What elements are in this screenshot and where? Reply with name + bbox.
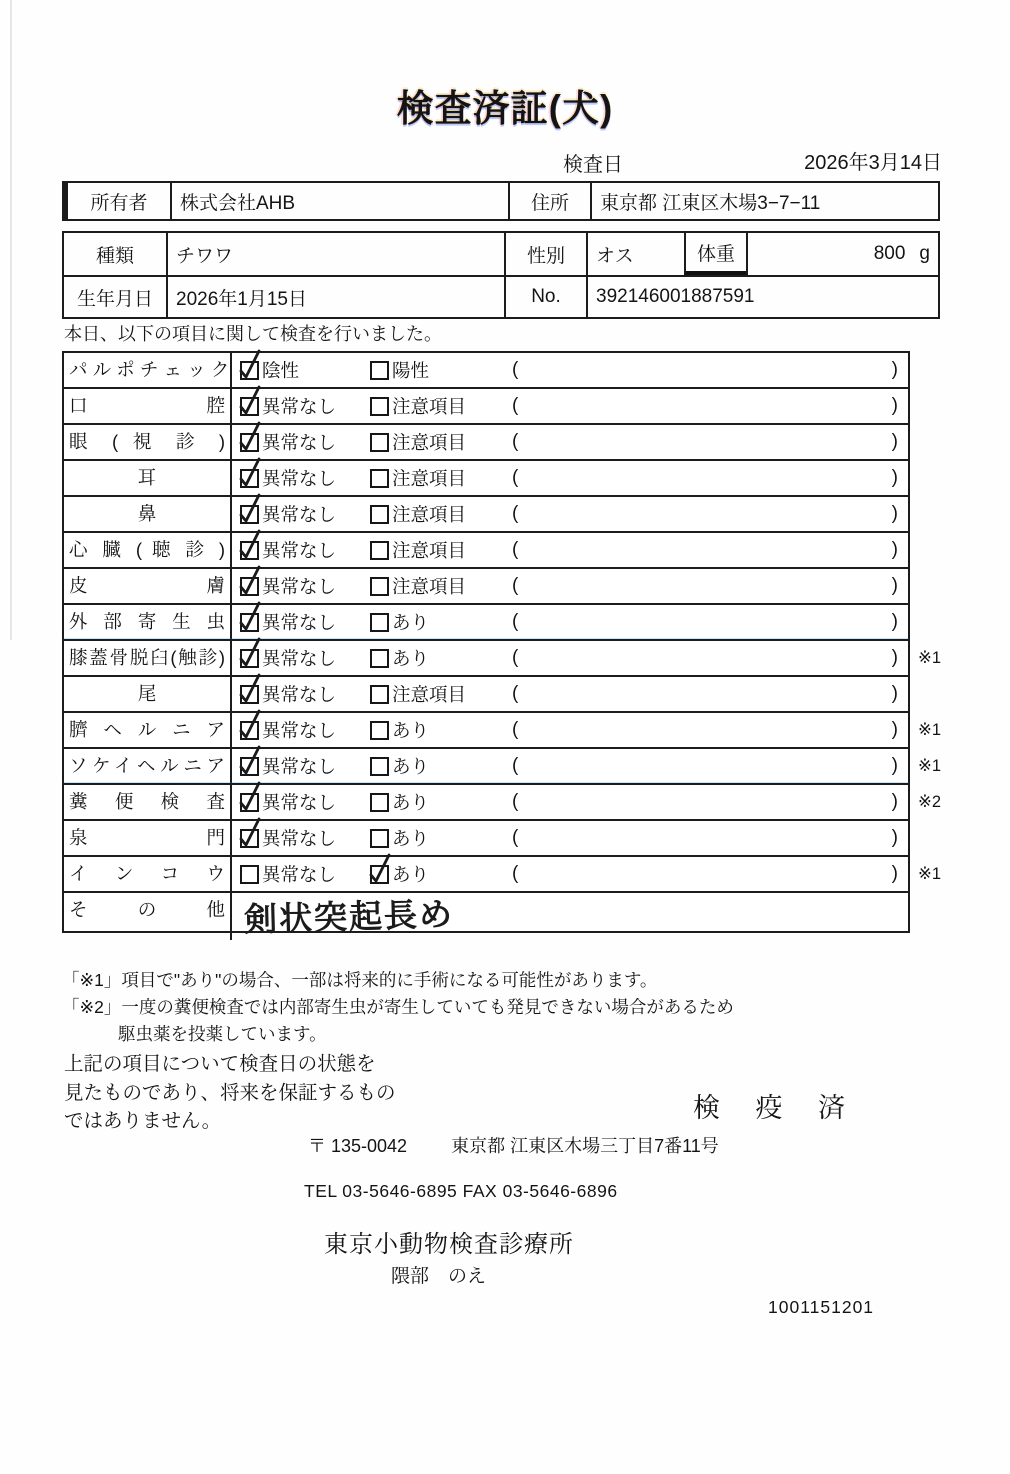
footnote-2: 「※2」一度の糞便検査では内部寄生虫が寄生していても発見できない場合があるため (62, 997, 734, 1017)
paren-open: ( (512, 467, 519, 488)
option-label: あり (392, 612, 430, 633)
paren-open: ( (512, 755, 519, 776)
checklist-row (62, 387, 910, 425)
row-options (232, 353, 908, 387)
handwritten-check-icon (238, 673, 262, 705)
option-label: あり (392, 828, 430, 849)
disclaimer-line-3: ではありません。 (64, 1110, 222, 1132)
row-label: 耳 (64, 461, 232, 495)
paren-close: ) (891, 827, 898, 848)
birthdate-value: 2026年1月15日 (166, 277, 504, 317)
option-label: 異常なし (262, 468, 337, 489)
birthdate-label: 生年月日 (76, 288, 153, 310)
checkbox-unchecked-icon (370, 757, 389, 776)
option (370, 717, 512, 743)
option (240, 429, 370, 455)
paren-close: ) (891, 611, 898, 632)
checkbox-unchecked-icon (370, 469, 389, 488)
handwritten-check-icon (368, 853, 392, 885)
row-options (232, 785, 908, 819)
row-options (232, 461, 908, 495)
document-title: 検査済証(犬) (396, 88, 614, 129)
option (240, 573, 370, 599)
handwritten-check-icon (238, 601, 262, 633)
handwritten-note: 剣状突起長め (243, 895, 455, 938)
checklist-row (62, 495, 910, 533)
option-label: 異常なし (262, 720, 337, 741)
checkbox-checked-icon (240, 541, 259, 560)
checklist-row (62, 747, 942, 785)
row-label: 泉 門 (64, 821, 232, 855)
option-label: 異常なし (262, 432, 337, 453)
checkbox-unchecked-icon (370, 649, 389, 668)
option-label: あり (392, 720, 430, 741)
paren-close: ) (891, 683, 898, 704)
animal-table-row-1 (64, 233, 938, 275)
paren-close: ) (891, 467, 898, 488)
option (370, 393, 512, 419)
paren-open: ( (512, 791, 519, 812)
owner-value: 株式会社AHB (170, 183, 508, 219)
weight-unit: g (919, 243, 930, 264)
disclaimer-text (64, 1050, 396, 1136)
weight-number: 800 (873, 243, 906, 264)
checkbox-checked-icon (240, 361, 259, 380)
option-label: 注意項目 (392, 432, 467, 453)
checkbox-checked-icon (240, 649, 259, 668)
option-label: 注意項目 (392, 576, 467, 597)
row-options (232, 569, 908, 603)
paren-close: ) (891, 791, 898, 812)
option-label: あり (392, 864, 430, 885)
option-label: 異常なし (262, 396, 337, 417)
paren-close: ) (891, 647, 898, 668)
handwritten-check-icon (238, 421, 262, 453)
option (240, 609, 370, 635)
clinic-address-line (308, 1132, 719, 1158)
footnote-1: 「※1」項目で"あり"の場合、一部は将来的に手術になる可能性があります。 (62, 970, 658, 990)
row-options (232, 641, 908, 675)
paren-open: ( (512, 503, 519, 524)
checkbox-checked-icon (240, 505, 259, 524)
row-label: ソケイヘルニア (64, 749, 232, 783)
option (370, 825, 512, 851)
footnotes (62, 967, 734, 1048)
paren-open: ( (512, 863, 519, 884)
paren-close: ) (891, 719, 898, 740)
option (370, 573, 512, 599)
paren-open: ( (512, 395, 519, 416)
checklist-row (62, 711, 942, 749)
option (370, 501, 512, 527)
checkbox-checked-icon (240, 469, 259, 488)
checkbox-unchecked-icon (370, 361, 389, 380)
option (240, 465, 370, 491)
checkbox-unchecked-icon (370, 505, 389, 524)
option-label: 異常なし (262, 792, 337, 813)
checkbox-unchecked-icon (370, 433, 389, 452)
row-options (232, 677, 908, 711)
option (370, 429, 512, 455)
checkbox-unchecked-icon (370, 685, 389, 704)
row-options (232, 857, 908, 891)
sex-value: オス (586, 233, 684, 275)
checklist-row (62, 783, 942, 821)
paren-close: ) (891, 755, 898, 776)
checklist-row (62, 675, 910, 713)
disclaimer-line-2: 見たものであり、将来を保証するもの (64, 1081, 396, 1104)
footnote-mark: ※1 (918, 649, 942, 667)
checkbox-checked-icon (240, 829, 259, 848)
option-label: 異常なし (262, 684, 337, 705)
paren-open: ( (512, 683, 519, 704)
option (240, 645, 370, 671)
handwritten-check-icon (238, 529, 262, 561)
option-label: 注意項目 (392, 540, 467, 561)
option (240, 501, 370, 527)
tel-fax-line: TEL 03-5646-6895 FAX 03-5646-6896 (304, 1181, 618, 1201)
checklist-row (62, 423, 910, 461)
row-options (232, 713, 908, 747)
footnote-2-continued: 駆虫薬を投薬しています。 (118, 1024, 327, 1044)
option (370, 609, 512, 635)
checklist-row (62, 855, 942, 893)
animal-table (62, 231, 940, 319)
checkbox-checked-icon (240, 397, 259, 416)
checklist-row (62, 891, 910, 938)
checklist-row (62, 603, 910, 641)
clinic-name: 東京小動物検査診療所 (324, 1231, 574, 1258)
number-label: No. (504, 277, 586, 317)
checkbox-unchecked-icon (370, 829, 389, 848)
option-label: 注意項目 (392, 396, 467, 417)
checkbox-unchecked-icon (370, 613, 389, 632)
option (240, 357, 370, 383)
paren-close: ) (891, 575, 898, 596)
row-label: イ ン コ ウ (64, 857, 232, 891)
option (370, 465, 512, 491)
checklist-row (62, 819, 910, 857)
option-label: あり (392, 648, 430, 669)
option (240, 537, 370, 563)
checklist-row (62, 639, 942, 677)
checklist-row (62, 531, 910, 569)
handwritten-check-icon (238, 493, 262, 525)
checklist-row (62, 459, 910, 497)
footnote-mark: ※1 (918, 757, 942, 775)
option-label: 陽性 (392, 360, 430, 381)
handwritten-check-icon (238, 565, 262, 597)
handwritten-check-icon (238, 817, 262, 849)
row-options (232, 533, 908, 567)
handwritten-check-icon (238, 349, 262, 381)
option-label: あり (392, 756, 430, 777)
checkbox-checked-icon (240, 577, 259, 596)
paren-open: ( (512, 719, 519, 740)
checkbox-unchecked-icon (240, 865, 259, 884)
option (370, 537, 512, 563)
paren-close: ) (891, 539, 898, 560)
paren-open: ( (512, 575, 519, 596)
option (370, 753, 512, 779)
option-label: 異常なし (262, 540, 337, 561)
paren-open: ( (512, 611, 519, 632)
paren-close: ) (891, 431, 898, 452)
option-label: 注意項目 (392, 684, 467, 705)
row-label: パ ル ポ チ ェ ッ ク (64, 353, 232, 387)
row-label: 眼 ( 視 診 ) (64, 425, 232, 459)
option (240, 681, 370, 707)
row-label: 外 部 寄 生 虫 (64, 605, 232, 639)
option-label: 注意項目 (392, 504, 467, 525)
option (240, 861, 370, 887)
option-label: 異常なし (262, 864, 337, 885)
checkbox-checked-icon (240, 433, 259, 452)
postal-code: 〒 135-0042 (308, 1136, 408, 1156)
checkbox-checked-icon (240, 613, 259, 632)
examiner-name: 隈部 のえ (391, 1266, 487, 1287)
address-label: 住所 (508, 183, 590, 219)
paren-close: ) (891, 503, 898, 524)
row-label: そ の 他 (64, 893, 232, 940)
option-label: 異常なし (262, 612, 337, 633)
option-label: 異常なし (262, 504, 337, 525)
option-label: 異常なし (262, 828, 337, 849)
row-label: 鼻 (64, 497, 232, 531)
checklist-table (62, 351, 942, 938)
handwritten-check-icon (238, 457, 262, 489)
option-label: 異常なし (262, 648, 337, 669)
checkbox-unchecked-icon (370, 721, 389, 740)
option-label: 異常なし (262, 756, 337, 777)
option (370, 861, 512, 887)
paren-open: ( (512, 539, 519, 560)
row-label: 臍 ヘ ル ニ ア (64, 713, 232, 747)
checkbox-unchecked-icon (370, 397, 389, 416)
paren-close: ) (891, 395, 898, 416)
number-value: 392146001887591 (586, 277, 938, 317)
checkbox-checked-icon (240, 793, 259, 812)
paren-open: ( (512, 359, 519, 380)
option-label: あり (392, 792, 430, 813)
option (240, 393, 370, 419)
sex-label: 性別 (504, 233, 586, 275)
handwritten-check-icon (238, 745, 262, 777)
row-label: 口 腔 (64, 389, 232, 423)
row-options (232, 605, 908, 639)
option (240, 753, 370, 779)
clinic-address: 東京都 江東区木場三丁目7番11号 (451, 1136, 719, 1156)
intro-text: 本日、以下の項目に関して検査を行いました。 (64, 324, 442, 344)
inspection-date-label: 検査日 (563, 154, 623, 176)
checkbox-checked-icon (240, 685, 259, 704)
checkbox-unchecked-icon (370, 541, 389, 560)
owner-label: 所有者 (90, 192, 148, 214)
breed-label: 種類 (95, 245, 134, 267)
document-code: 1001151201 (768, 1297, 875, 1317)
footnote-mark: ※1 (918, 721, 942, 739)
checklist-row (62, 567, 910, 605)
option (370, 357, 512, 383)
handwritten-check-icon (238, 709, 262, 741)
address-value: 東京都 江東区木場3−7−11 (590, 183, 938, 219)
row-label: 皮 膚 (64, 569, 232, 603)
checkbox-unchecked-icon (370, 793, 389, 812)
paren-open: ( (512, 431, 519, 452)
inspection-date-value: 2026年3月14日 (804, 152, 942, 174)
option (240, 789, 370, 815)
option (370, 681, 512, 707)
option-label: 異常なし (262, 576, 337, 597)
breed-value: チワワ (166, 233, 504, 275)
row-options (232, 749, 908, 783)
checklist-row (62, 351, 910, 389)
row-options (232, 389, 908, 423)
option-label: 注意項目 (392, 468, 467, 489)
option (370, 645, 512, 671)
row-options (232, 821, 908, 855)
handwritten-check-icon (238, 385, 262, 417)
paren-close: ) (891, 863, 898, 884)
paren-open: ( (512, 827, 519, 848)
owner-table (62, 181, 940, 221)
checkbox-unchecked-icon (370, 577, 389, 596)
option (240, 825, 370, 851)
handwritten-check-icon (238, 637, 262, 669)
weight-value (746, 233, 938, 275)
quarantine-passed-stamp: 検 疫 済 (693, 1093, 860, 1123)
row-options (232, 893, 908, 940)
handwritten-check-icon (238, 781, 262, 813)
paren-open: ( (512, 647, 519, 668)
option-label: 陰性 (262, 360, 300, 381)
checkbox-checked-icon (370, 865, 389, 884)
option (240, 717, 370, 743)
row-options (232, 497, 908, 531)
option (370, 789, 512, 815)
row-label: 心 臓 ( 聴 診 ) (64, 533, 232, 567)
row-label: 尾 (64, 677, 232, 711)
row-label: 糞 便 検 査 (64, 785, 232, 819)
footnote-mark: ※2 (918, 793, 942, 811)
footnote-mark: ※1 (918, 865, 942, 883)
row-options (232, 425, 908, 459)
checkbox-checked-icon (240, 757, 259, 776)
disclaimer-line-1: 上記の項目について検査日の状態を (64, 1053, 376, 1075)
row-label: 膝蓋骨脱臼(触診) (64, 641, 232, 675)
checkbox-checked-icon (240, 721, 259, 740)
animal-table-row-2 (64, 275, 938, 317)
weight-label: 体重 (684, 233, 746, 275)
paren-close: ) (891, 359, 898, 380)
